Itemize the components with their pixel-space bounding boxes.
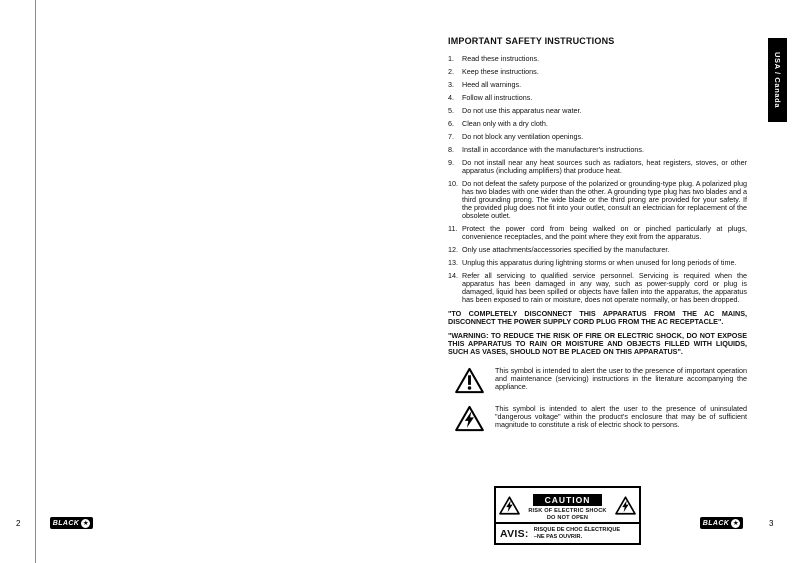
star-icon: ★ [82, 519, 89, 527]
instruction-text: Clean only with a dry cloth. [462, 119, 548, 128]
instruction-item [448, 246, 747, 254]
symbol-explanation-text: This symbol is intended to alert the user to the presence of important operation and maintenance (servicing) instructions in the literature accompanying the appliance. [495, 366, 747, 391]
instruction-number: 5. [448, 106, 454, 115]
region-tab-usa-canada [768, 38, 787, 122]
instruction-text: Keep these instructions. [462, 67, 539, 76]
instruction-text: Install in accordance with the manufacturer's instructions. [462, 145, 644, 154]
symbol-explanation-row [448, 405, 747, 432]
lightning-triangle-icon [455, 405, 484, 432]
instruction-item [448, 68, 747, 76]
instruction-item [448, 259, 747, 267]
caution-box [494, 486, 641, 545]
instruction-item [448, 180, 747, 220]
avis-line-1: RISQUE DE CHOC ÉLECTRIQUE [533, 527, 621, 533]
instruction-item [448, 133, 747, 141]
instruction-text: Do not use this apparatus near water. [462, 106, 582, 115]
instruction-text: Protect the power cord from being walked on or pinched particularly at plugs, convenience receptacles, and the point where they exit from the apparatus. [462, 224, 747, 241]
disconnect-warning-note: "TO COMPLETELY DISCONNECT THIS APPARATUS FROM THE AC MAINS, DISCONNECT THE POWER SUPPLY CORD PLUG FROM THE AC RECEPTACLE". [448, 309, 747, 326]
instruction-number: 10. [448, 179, 458, 188]
instruction-item [448, 272, 747, 304]
instruction-item [448, 225, 747, 241]
lightning-triangle-icon [499, 496, 520, 515]
instruction-text: Unplug this apparatus during lightning storms or when unused for long periods of time. [462, 258, 737, 267]
instruction-text: Refer all servicing to qualified service personnel. Servicing is required when the apparatus has been damaged in any way, such as power-supply cord or plug is damaged, liquid has been spilled or objects have fallen into the apparatus, the apparatus has been exposed to rain or moisture, does not operate normally, or has been dropped. [462, 271, 747, 304]
instruction-number: 11. [448, 224, 458, 233]
do-not-open-line: DO NOT OPEN [546, 514, 589, 521]
instruction-text: Do not install near any heat sources such as radiators, heat registers, stoves, or other apparatus (including amplifiers) that produce heat. [462, 158, 747, 175]
brand-wordmark: BLACK [52, 519, 80, 527]
instruction-text: Do not block any ventilation openings. [462, 132, 584, 141]
page-title: IMPORTANT SAFETY INSTRUCTIONS [448, 36, 615, 46]
symbol-explanation-row [448, 367, 747, 394]
avis-text [534, 527, 620, 540]
page-number-right: 3 [769, 519, 774, 528]
instruction-number: 14. [448, 271, 458, 280]
instruction-number: 1. [448, 54, 454, 63]
caution-box-bottom [496, 522, 639, 543]
symbol-explanation-text: This symbol is intended to alert the user to the presence of uninsulated "dangerous voltage" within the product's enclosure that may be of sufficient magnitude to constitute a risk of electric shock to persons. [495, 404, 747, 429]
instruction-text: Only use attachments/accessories specified by the manufacturer. [462, 245, 670, 254]
instruction-number: 4. [448, 93, 454, 102]
instruction-item [448, 55, 747, 63]
instruction-number: 6. [448, 119, 454, 128]
caution-box-top [496, 488, 639, 522]
instruction-number: 12. [448, 245, 458, 254]
instruction-text: Heed all warnings. [462, 80, 522, 89]
blackstar-logo-left [50, 517, 93, 529]
page-number-left: 2 [16, 519, 21, 528]
safety-instructions-section [448, 36, 747, 432]
instruction-number: 9. [448, 158, 454, 167]
caution-banner: CAUTION [533, 494, 603, 506]
instruction-item [448, 94, 747, 102]
instruction-item [448, 120, 747, 128]
avis-line-2: –NE PAS OUVRIR. [533, 533, 583, 540]
instruction-text: Follow all instructions. [462, 93, 533, 102]
instruction-item [448, 107, 747, 115]
instruction-text: Do not defeat the safety purpose of the polarized or grounding-type plug. A polarized plug has two blades with one wider than the other. A grounding type plug has two blades and a third grounding prong. The wide blade or the third prong are provided for your safety. If the provided plug does not fit into your outlet, consult an electrician for replacement of the obsolete outlet. [462, 179, 747, 220]
instruction-number: 8. [448, 145, 454, 154]
risk-line: RISK OF ELECTRIC SHOCK [528, 508, 607, 514]
instruction-number: 7. [448, 132, 454, 141]
instruction-number: 2. [448, 67, 454, 76]
region-tab-label: USA / Canada [773, 51, 782, 109]
instruction-number: 13. [448, 258, 458, 267]
instruction-text: Read these instructions. [462, 54, 540, 63]
blackstar-logo-right [700, 517, 743, 529]
instruction-item [448, 81, 747, 89]
instruction-item [448, 159, 747, 175]
lightning-triangle-icon [615, 496, 636, 515]
exclamation-triangle-icon [455, 367, 484, 394]
instruction-item [448, 146, 747, 154]
brand-wordmark: BLACK [702, 519, 730, 527]
instruction-number: 3. [448, 80, 454, 89]
star-icon: ★ [732, 519, 739, 527]
caution-center [520, 490, 615, 521]
page-divider [35, 0, 36, 563]
fire-shock-warning-note: "WARNING: TO REDUCE THE RISK OF FIRE OR ELECTRIC SHOCK, DO NOT EXPOSE THIS APPARATUS TO RAIN OR MOISTURE AND OBJECTS FILLED WITH LIQUIDS, SUCH AS VASES, SHOULD NOT BE PLACED ON THIS APPARATUS". [448, 331, 747, 356]
avis-label: AVIS: [500, 527, 529, 540]
